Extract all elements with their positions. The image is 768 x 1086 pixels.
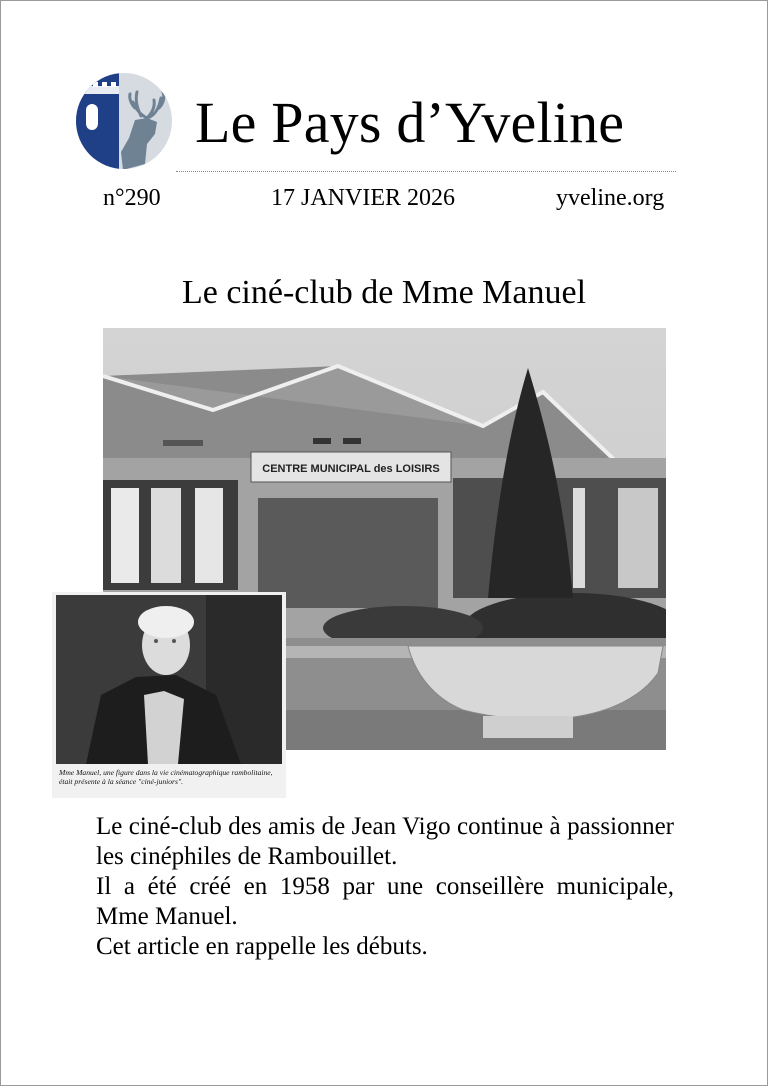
mme-manuel-portrait [56,595,282,764]
logo-tower-and-stag-icon [75,72,173,170]
issue-date: 17 JANVIER 2026 [271,185,455,211]
issue-number: n°290 [103,185,161,211]
building-sign-text: CENTRE MUNICIPAL des LOISIRS [262,463,440,475]
website-label: yveline.org [556,185,665,211]
body-paragraph-1: Le ciné-club des amis de Jean Vigo continue à passionner les cinéphiles de Rambouillet. [96,813,674,870]
body-paragraph-3: Cet article en rappelle les débuts. [96,933,428,960]
clipping-caption: Mme Manuel, une figure dans la vie cinématographique rambolitaine, était présente à la séance "ciné-juniors". [59,768,273,786]
article-title: Le ciné-club de Mme Manuel [181,274,587,311]
newspaper-clipping [52,592,286,798]
body-paragraph-2: Il a été créé en 1958 par une conseillère municipale, Mme Manuel. [96,873,674,930]
masthead-title: Le Pays d’Yveline [195,90,625,155]
masthead-rule [176,171,676,172]
article-body [96,812,674,962]
